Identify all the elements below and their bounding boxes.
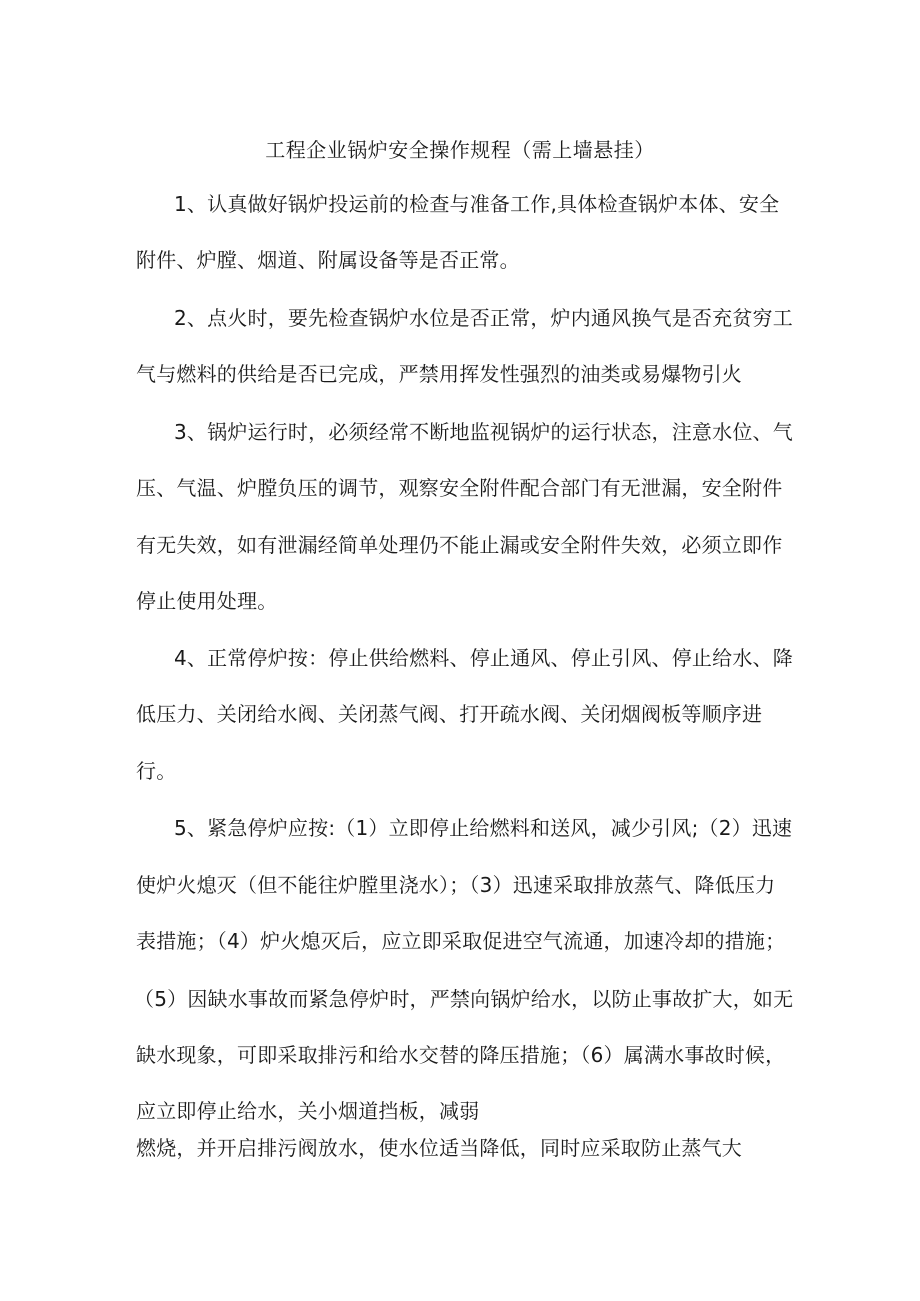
paragraph-5-line-1: 5、紧急停炉应按:（1）立即停止给燃料和送风，减少引风;（2）迅速 <box>174 816 793 840</box>
paragraph-3-line-1: 3、锅炉运行时，必须经常不断地监视锅炉的运行状态，注意水位、气 <box>174 420 793 444</box>
paragraph-5-line-4: （5）因缺水事故而紧急停炉时，严禁向锅炉给水，以防止事故扩大，如无 <box>134 987 794 1011</box>
document-title: 工程企业锅炉安全操作规程（需上墙悬挂） <box>265 138 655 162</box>
paragraph-5-line-5: 缺水现象，可即采取排污和给水交替的降压措施；（6）属满水事故时候， <box>136 1043 786 1067</box>
paragraph-5-line-2: 使炉火熄灭（但不能往炉膛里浇水）；（3）迅速采取排放蒸气、降低压力 <box>136 873 776 897</box>
paragraph-3-line-3: 有无失效，如有泄漏经简单处理仍不能止漏或安全附件失效，必须立即作 <box>136 533 783 557</box>
paragraph-5-line-6: 应立即停止给水，关小烟道挡板，减弱 <box>136 1099 480 1123</box>
paragraph-3-line-4: 停止使用处理。 <box>136 589 278 613</box>
paragraph-2-line-2: 气与燃料的供给是否已完成，严禁用挥发性强烈的油类或易爆物引火 <box>136 362 742 386</box>
paragraph-1-line-2: 附件、炉膛、烟道、附属设备等是否正常。 <box>136 248 520 272</box>
paragraph-5-line-7: 燃烧，并开启排污阀放水，使水位适当降低，同时应采取防止蒸气大 <box>136 1136 742 1160</box>
paragraph-2-line-1: 2、点火时，要先检查锅炉水位是否正常，炉内通风换气是否充贫穷工 <box>174 306 793 330</box>
paragraph-4-line-3: 行。 <box>136 759 177 783</box>
paragraph-5-line-3: 表措施；（4）炉火熄灭后，应立即采取促进空气流通，加速冷却的措施； <box>136 929 786 953</box>
paragraph-4-line-2: 低压力、关闭给水阀、关闭蒸气阀、打开疏水阀、关闭烟阀板等顺序进 <box>136 702 763 726</box>
paragraph-1-line-1: 1、认真做好锅炉投运前的检查与准备工作,具体检查锅炉本体、安全 <box>174 192 780 216</box>
paragraph-3-line-2: 压、气温、炉膛负压的调节，观察安全附件配合部门有无泄漏，安全附件 <box>136 476 783 500</box>
paragraph-4-line-1: 4、正常停炉按：停止供给燃料、停止通风、停止引风、停止给水、降 <box>174 646 793 670</box>
